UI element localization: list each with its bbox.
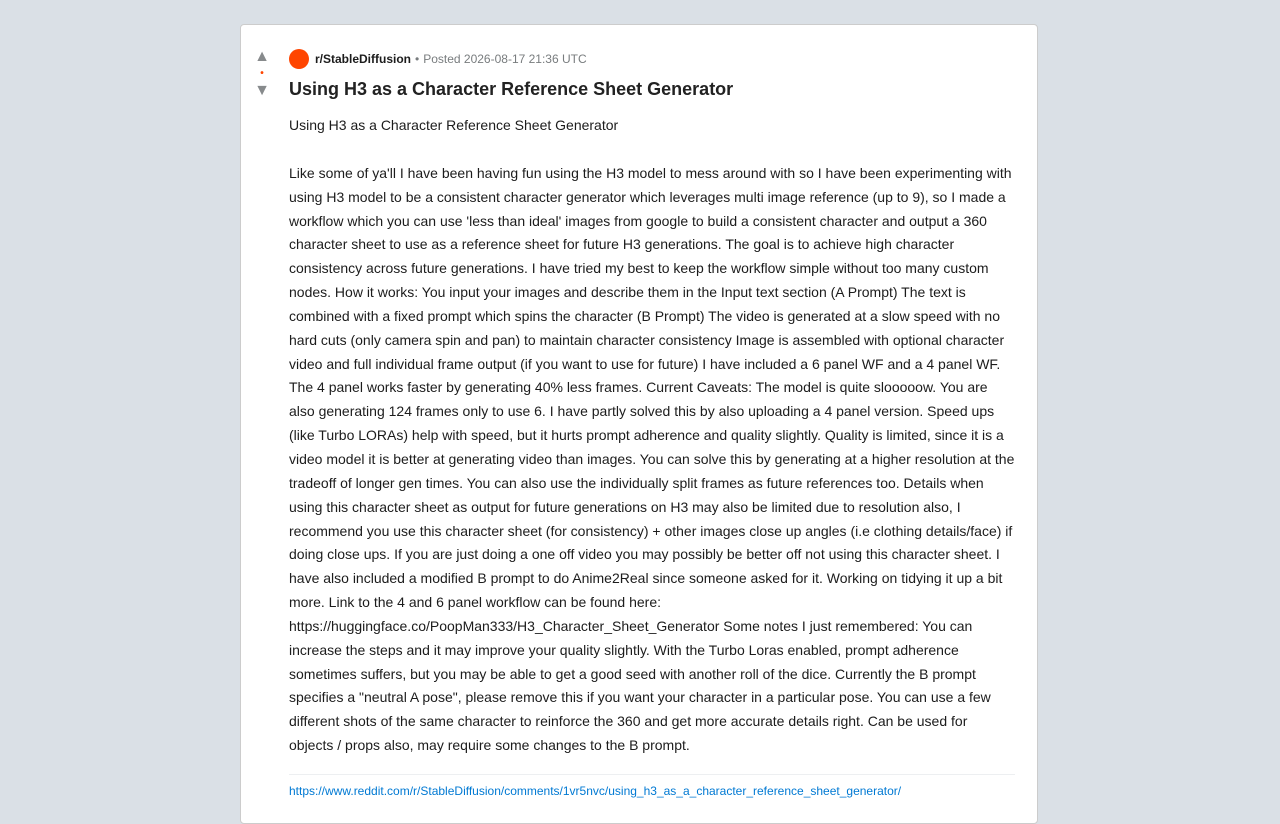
post-body-intro: Using H3 as a Character Reference Sheet Generator <box>289 117 619 133</box>
vote-column <box>241 47 283 101</box>
post-card <box>240 24 1038 824</box>
paragraph-gap <box>289 138 1015 162</box>
post-permalink[interactable]: https://www.reddit.com/r/StableDiffusion/comments/1vr5nvc/using_h3_as_a_character_reference_sheet_generator/ <box>289 783 902 798</box>
post-body-text: Like some of ya'll I have been having fun using the H3 model to mess around with so I have been experimenting with using H3 model to be a consistent character generator which leverages multi image reference (up to 9), so I made a workflow which you can use 'less than ideal' images from google to build a consistent character and output a 360 character sheet to use as a reference sheet for future H3 generations. The goal is to achieve high character consistency across future generations. I have tried my best to keep the workflow simple without too many custom nodes. How it works: You input your images and describe them in the Input text section (A Prompt) The text is combined with a fixed prompt which spins the character (B Prompt) The video is generated at a slow speed with no hard cuts (only camera spin and pan) to maintain character consistency Image is assembled with optional character video and full individual frame output (if you want to use for future) I have included a 6 panel WF and a 4 panel WF. The 4 panel works faster by generating 40% less frames. Current Caveats: The model is quite slooooow. You are also generating 124 frames only to use 6. I have partly solved this by also uploading a 4 panel version. Speed ups (like Turbo LORAs) help with speed, but it hurts prompt adherence and quality slightly. Quality is limited, since it is a video model it is better at generating video than images. You can solve this by generating at a higher resolution at the tradeoff of longer gen times. You can also use the individually split frames as future references too. Details when using this character sheet as output for future generations on H3 may also be limited due to resolution also, I recommend you use this character sheet (for consistency) + other images close up angles (i.e clothing details/face) if doing close ups. If you are just doing a one off video you may possibly be better off not using this character sheet. I have also included a modified B prompt to do Anime2Real since someone asked for it. Working on tidying it up a bit more. Link to the 4 and 6 panel workflow can be found here: https://huggingface.co/PoopMan333/H3_Character_Sheet_Generator Some notes I just remembered: You can increase the steps and it may improve your quality slightly. With the Turbo Loras enabled, prompt adherence sometimes suffers, but you may be able to get a good seed with another roll of the dice. Currently the B prompt specifies a "neutral A pose", please remove this if you want your character in a particular pose. You can use a few different shots of the same character to reinforce the 360 and get more accurate details right. Can be used for objects / props also, may require some changes to the B prompt. <box>289 164 1015 754</box>
post-main <box>289 49 1015 798</box>
subreddit-link[interactable]: r/StableDiffusion <box>315 52 412 66</box>
meta-separator: • <box>415 52 420 66</box>
post-title: Using H3 as a Character Reference Sheet Generator <box>289 79 734 99</box>
post-body <box>289 114 1015 758</box>
vote-score: • <box>260 68 264 79</box>
upvote-icon[interactable]: ▲ <box>254 48 270 65</box>
post-timestamp: Posted 2026-08-17 21:36 UTC <box>423 52 587 66</box>
divider <box>289 774 1015 775</box>
post-meta <box>289 49 1015 69</box>
downvote-icon[interactable]: ▼ <box>254 82 270 99</box>
subreddit-icon[interactable] <box>289 49 309 69</box>
